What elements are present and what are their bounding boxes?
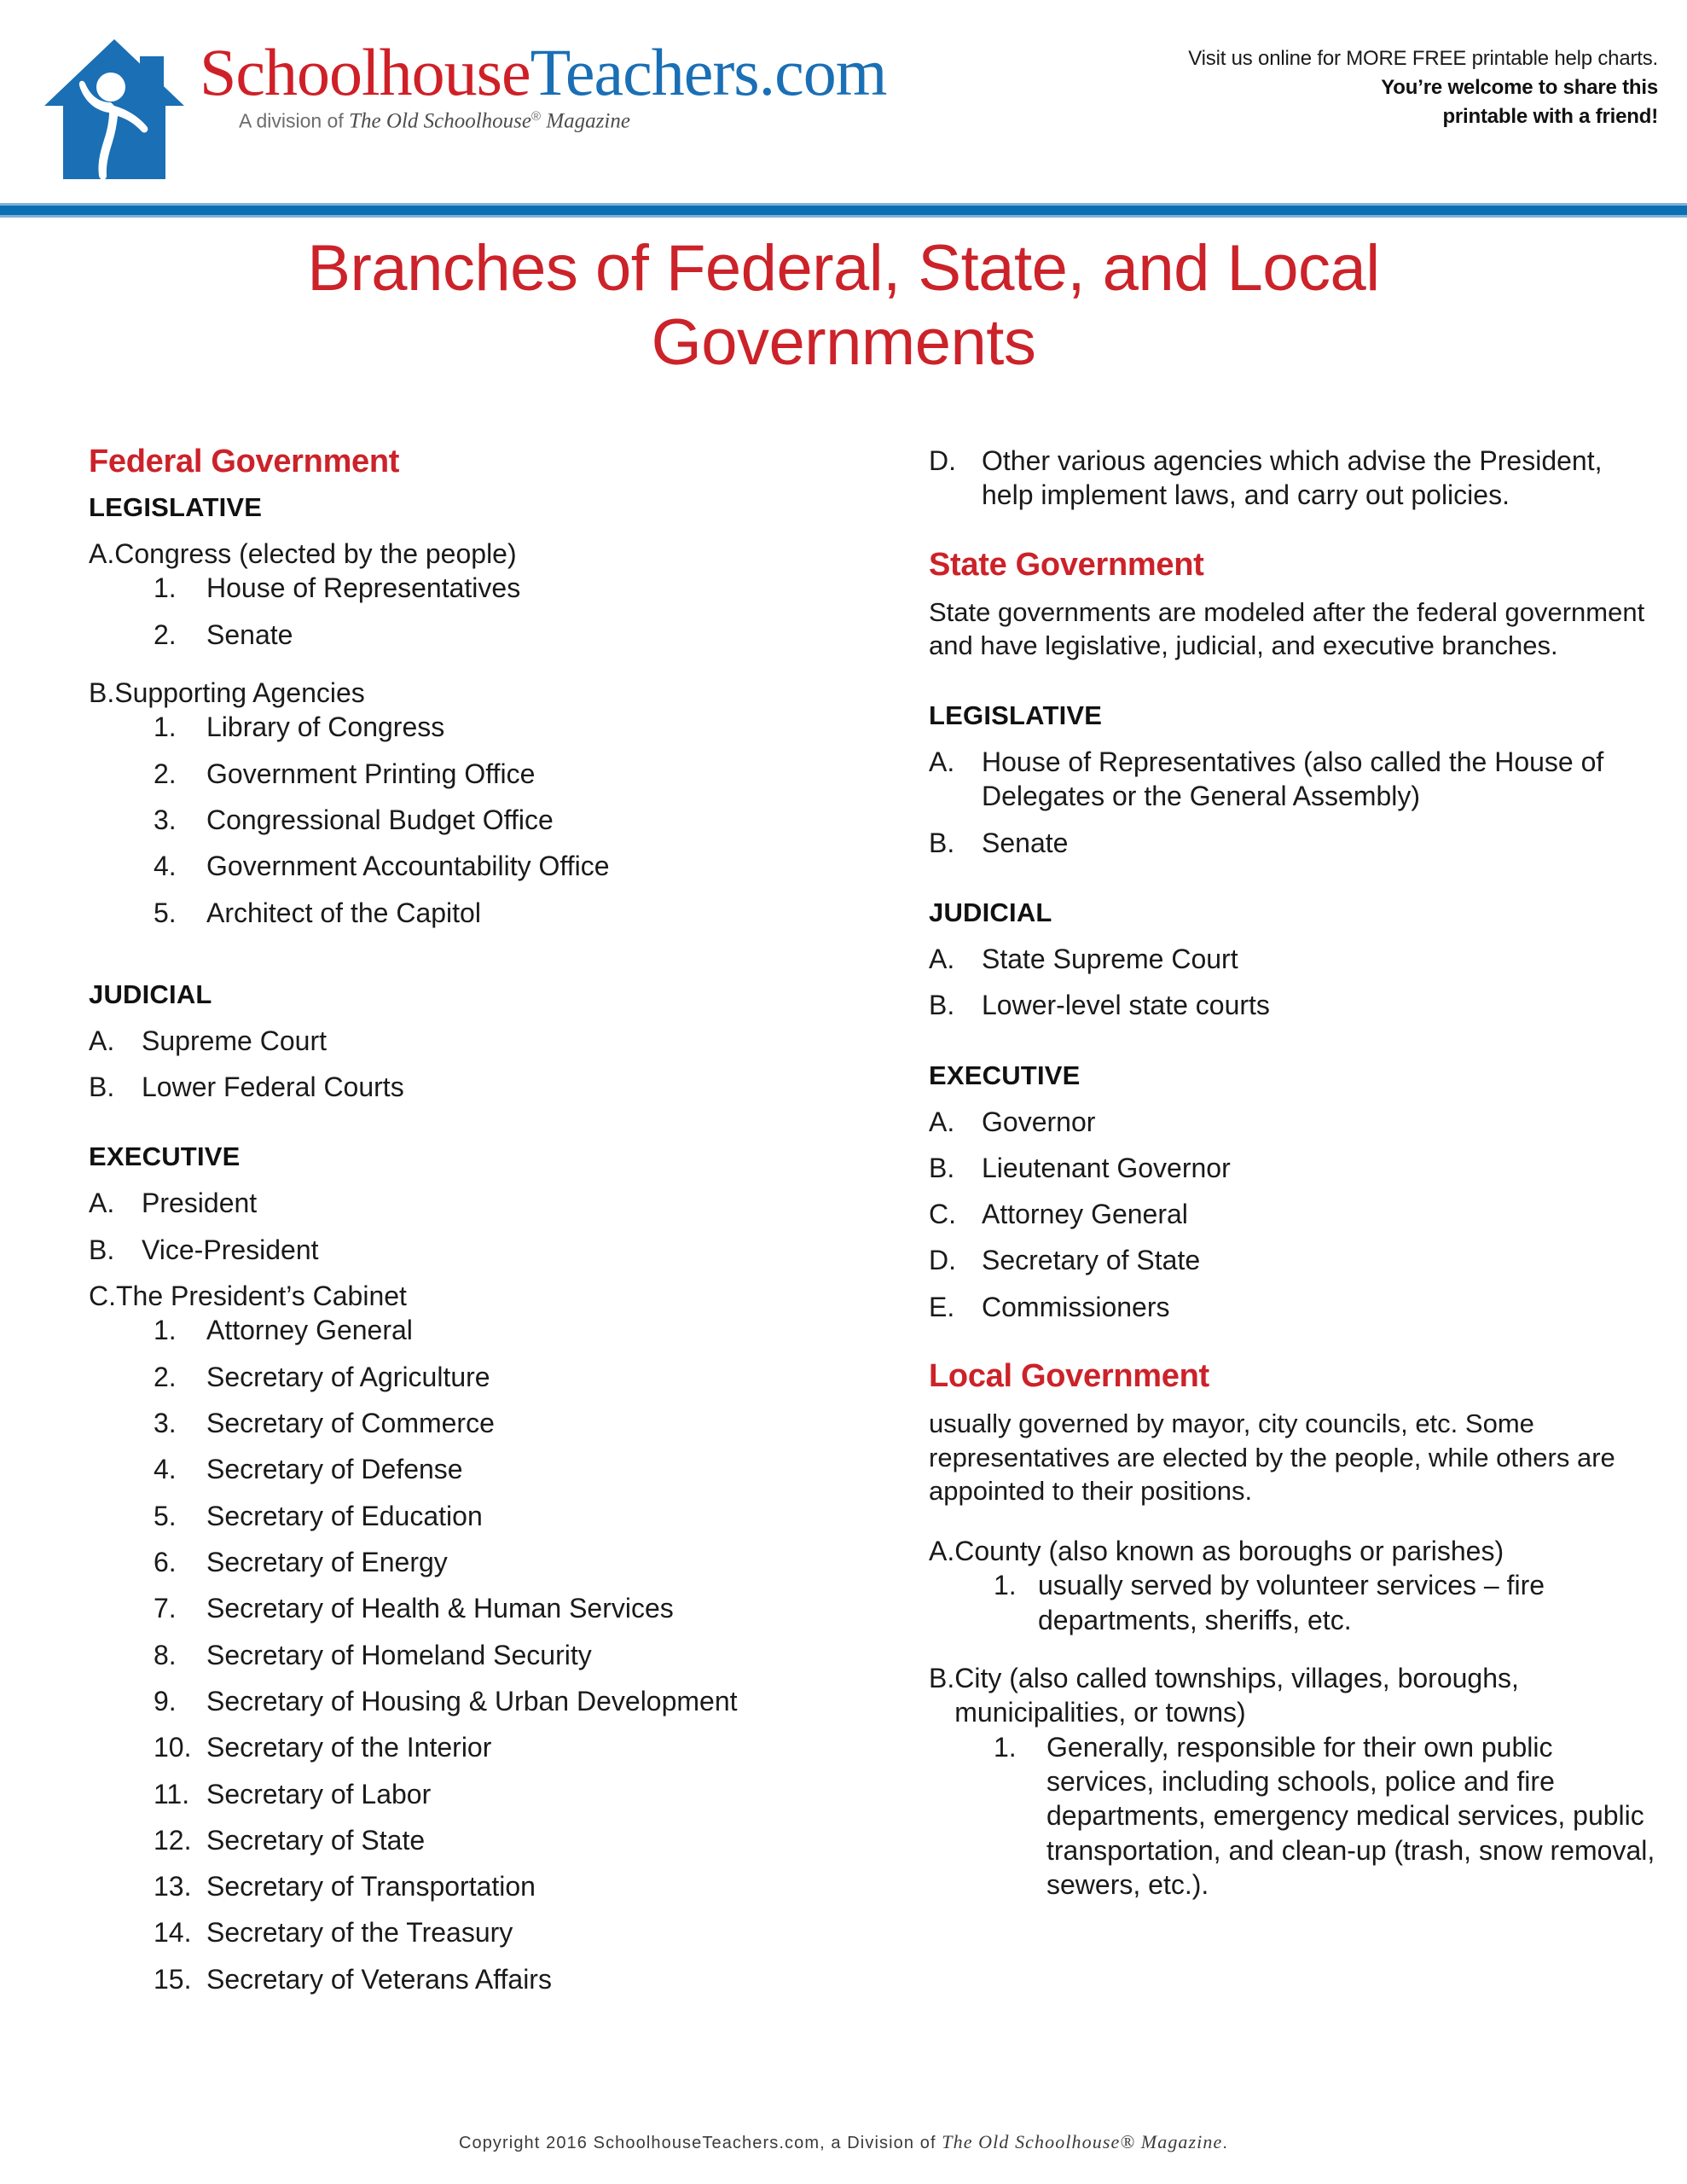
list-item <box>929 444 1658 513</box>
list-marker: 6. <box>154 1546 177 1577</box>
sublist <box>89 571 839 652</box>
list-item <box>89 1279 839 2008</box>
list-item-label: Secretary of Homeland Security <box>206 1639 592 1670</box>
list-item <box>154 896 839 930</box>
list-item-label: State Supreme Court <box>982 943 1238 974</box>
list-item <box>154 1452 839 1486</box>
brand-wordmark <box>200 35 887 134</box>
list-marker: 7. <box>154 1593 177 1624</box>
list-federal-judicial <box>89 1024 839 1105</box>
list-marker: C. <box>929 1199 956 1230</box>
list-marker: B. <box>929 1663 955 1694</box>
list-item <box>154 849 839 883</box>
list-marker: 8. <box>154 1639 177 1670</box>
heading-federal-judicial: JUDICIAL <box>89 979 212 1009</box>
heading-federal-government: Federal Government <box>89 444 400 479</box>
list-marker: 1. <box>154 1315 177 1346</box>
list-marker: 1. <box>994 1570 1017 1601</box>
list-marker: 1. <box>154 572 177 604</box>
list-item <box>154 1777 839 1811</box>
list-marker: B. <box>89 1234 115 1265</box>
list-marker: B. <box>929 827 955 858</box>
list-item-label: Secretary of Labor <box>206 1778 432 1809</box>
list-item <box>154 1591 839 1625</box>
list-item-label: President <box>142 1188 258 1219</box>
list-item-label: Secretary of the Treasury <box>206 1917 513 1949</box>
list-marker: 4. <box>154 851 177 882</box>
list-marker: 3. <box>154 1408 177 1438</box>
list-marker: 2. <box>154 619 177 650</box>
list-marker: D. <box>929 1245 956 1276</box>
list-item-label: Secretary of Veterans Affairs <box>206 1963 552 1995</box>
heading-federal-executive: EXECUTIVE <box>89 1141 241 1172</box>
list-item <box>929 988 1658 1022</box>
list-item-label: Secretary of Defense <box>206 1454 463 1485</box>
list-item-label: Senate <box>206 619 293 650</box>
tagline-title: The Old Schoolhouse <box>349 109 532 133</box>
list-item <box>154 618 839 652</box>
content-columns <box>0 444 1687 2020</box>
registered-mark-icon: ® <box>531 109 542 125</box>
list-marker: B. <box>89 1072 115 1103</box>
list-marker: 9. <box>154 1685 177 1716</box>
right-column <box>929 444 1658 2020</box>
brand-name-part2: Teachers.com <box>530 35 887 109</box>
left-column <box>89 444 839 2020</box>
list-item <box>154 1730 839 1764</box>
tagline-suffix: Magazine <box>541 109 630 133</box>
footer-copyright <box>0 2131 1687 2153</box>
schoolhouse-logo-icon <box>38 34 191 183</box>
list-item <box>994 1730 1658 1902</box>
list-item <box>994 1568 1658 1637</box>
list-item-label: Secretary of Health & Human Services <box>206 1593 674 1624</box>
list-state-executive <box>929 1105 1658 1325</box>
list-item <box>929 1661 1658 1914</box>
list-item-label: Congressional Budget Office <box>206 804 554 835</box>
list-item <box>929 1243 1658 1277</box>
list-item-label: Commissioners <box>982 1291 1170 1322</box>
local-government-intro: usually governed by mayor, city councils, etc. Some representatives are elected by the people, while others are appointed to their positions. <box>929 1409 1615 1507</box>
list-marker: 2. <box>154 1361 177 1392</box>
list-item <box>929 1290 1658 1324</box>
list-item-label: Secretary of State <box>206 1824 426 1856</box>
list-item <box>929 1534 1658 1649</box>
sublist <box>89 710 839 930</box>
list-item-label: Governor <box>982 1106 1096 1137</box>
list-marker: 12. <box>154 1824 192 1856</box>
list-item <box>929 1197 1658 1231</box>
list-marker: 14. <box>154 1917 192 1949</box>
tagline-prefix: A division of <box>239 109 350 132</box>
list-item-label: Architect of the Capitol <box>206 897 481 928</box>
list-marker: 1. <box>994 1731 1017 1763</box>
list-item <box>154 1313 839 1347</box>
list-item <box>154 1684 839 1718</box>
list-item <box>89 1186 839 1220</box>
state-government-intro: State governments are modeled after the federal government and have legislative, judicial, and executive branches. <box>929 596 1645 661</box>
list-marker: 5. <box>154 897 177 928</box>
list-marker: E. <box>929 1291 955 1322</box>
list-item <box>929 745 1658 814</box>
list-item-label: House of Representatives (also called the House of Delegates or the General Assembly) <box>982 746 1604 812</box>
list-item <box>154 757 839 791</box>
header-promo-note <box>1188 44 1658 131</box>
list-item-label: County (also known as boroughs or parishes) <box>954 1536 1504 1567</box>
list-marker: 1. <box>154 712 177 743</box>
brand-name-part1: Schoolhouse <box>200 35 530 109</box>
list-marker: 2. <box>154 758 177 789</box>
list-marker: B. <box>89 677 115 708</box>
sublist <box>929 1568 1658 1637</box>
list-marker: B. <box>929 1152 955 1183</box>
list-item <box>89 1070 839 1104</box>
list-item-label: Other various agencies which advise the President, help implement laws, and carry out policies. <box>982 445 1603 511</box>
list-marker: 5. <box>154 1500 177 1531</box>
list-marker: A. <box>929 746 955 777</box>
list-state-legislative <box>929 745 1658 860</box>
list-item <box>154 710 839 744</box>
list-marker: 10. <box>154 1732 192 1763</box>
list-item <box>929 1151 1658 1185</box>
promo-line-1: Visit us online for MORE FREE printable help charts. <box>1188 47 1658 70</box>
list-item <box>154 803 839 837</box>
list-state-judicial <box>929 942 1658 1023</box>
list-item <box>154 1360 839 1394</box>
list-item <box>89 1024 839 1058</box>
list-marker: A. <box>929 943 955 974</box>
promo-line-3: printable with a friend! <box>1442 105 1658 129</box>
list-item-label: Secretary of Commerce <box>206 1408 495 1438</box>
list-item <box>154 1915 839 1949</box>
list-item <box>89 676 839 942</box>
list-item <box>154 1406 839 1440</box>
list-item-label: Secretary of Energy <box>206 1546 448 1577</box>
list-item-label: Supreme Court <box>142 1025 327 1056</box>
list-item-label: Government Accountability Office <box>206 851 610 882</box>
header-rule-bottom-accent <box>0 215 1687 218</box>
list-item-label: Attorney General <box>982 1199 1188 1230</box>
list-item <box>154 571 839 605</box>
list-federal-executive <box>89 1186 839 2008</box>
list-item-label: Secretary of the Interior <box>206 1732 492 1763</box>
heading-federal-legislative: LEGISLATIVE <box>89 492 263 522</box>
copyright-magazine-title: The Old Schoolhouse® Magazine <box>942 2131 1223 2152</box>
sublist-cabinet <box>89 1313 839 1996</box>
heading-state-legislative: LEGISLATIVE <box>929 700 1103 730</box>
list-item-label: Secretary of State <box>982 1245 1201 1276</box>
list-marker: C. <box>89 1281 116 1312</box>
list-item <box>154 1545 839 1579</box>
list-item-label: Secretary of Education <box>206 1500 483 1531</box>
brand-logo[interactable] <box>38 26 886 183</box>
promo-line-2: You’re welcome to share this <box>1381 76 1658 100</box>
list-local-government <box>929 1534 1658 1914</box>
column-gutter <box>839 444 929 2020</box>
heading-state-judicial: JUDICIAL <box>929 897 1052 927</box>
copyright-suffix: . <box>1222 2134 1229 2152</box>
list-item <box>154 1638 839 1672</box>
list-marker: 4. <box>154 1454 177 1485</box>
list-marker: A. <box>89 1188 115 1219</box>
list-item-label: House of Representatives <box>206 572 521 604</box>
list-item-label: The President’s Cabinet <box>116 1281 407 1312</box>
list-marker: 3. <box>154 804 177 835</box>
list-marker: A. <box>929 1536 955 1567</box>
list-item <box>154 1962 839 1996</box>
list-marker: 11. <box>154 1778 190 1809</box>
list-federal-executive-continued <box>929 444 1658 513</box>
list-item-label: Library of Congress <box>206 712 445 743</box>
heading-state-government: State Government <box>929 546 1204 583</box>
list-marker: B. <box>929 990 955 1021</box>
copyright-prefix: Copyright 2016 SchoolhouseTeachers.com, a Division of <box>458 2134 942 2152</box>
list-marker: A. <box>89 538 115 569</box>
list-item-label: Lower Federal Courts <box>142 1072 404 1103</box>
list-marker: 13. <box>154 1871 192 1902</box>
list-item-label: Secretary of Agriculture <box>206 1361 490 1392</box>
list-marker: A. <box>89 1025 115 1056</box>
list-item-label: Vice-President <box>142 1234 319 1265</box>
list-item-label: Supporting Agencies <box>114 677 365 708</box>
heading-state-executive: EXECUTIVE <box>929 1060 1081 1090</box>
list-item-label: usually served by volunteer services – fire departments, sheriffs, etc. <box>1038 1570 1545 1635</box>
list-federal-legislative <box>89 537 839 942</box>
list-item-label: Senate <box>982 827 1069 858</box>
list-item <box>929 1105 1658 1139</box>
list-item <box>89 537 839 664</box>
brand-tagline <box>239 109 886 134</box>
sublist <box>929 1730 1658 1902</box>
list-marker: 15. <box>154 1963 192 1995</box>
page-title: Branches of Federal, State, and Local Governments <box>307 232 1380 379</box>
list-item-label: Congress (elected by the people) <box>114 538 517 569</box>
list-item-label: Secretary of Housing & Urban Development <box>206 1685 738 1716</box>
header-rule-blue <box>0 206 1687 215</box>
list-item-label: Government Printing Office <box>206 758 536 789</box>
list-item-label: Lieutenant Governor <box>982 1152 1231 1183</box>
list-item-label: Lower-level state courts <box>982 990 1270 1021</box>
heading-local-government: Local Government <box>929 1358 1209 1395</box>
list-item <box>154 1869 839 1903</box>
list-item <box>154 1823 839 1857</box>
list-item <box>929 826 1658 860</box>
list-item-label: Generally, responsible for their own public services, including schools, police and fire departments, emergency medical services, public transportation, and clean-up (trash, snow removal, sewers, etc.). <box>1046 1731 1655 1900</box>
list-item <box>929 942 1658 976</box>
list-item-label: City (also called townships, villages, boroughs, municipalities, or towns) <box>954 1663 1519 1728</box>
list-item <box>154 1499 839 1533</box>
page-header <box>0 0 1687 205</box>
list-item-label: Secretary of Transportation <box>206 1871 536 1902</box>
list-marker: D. <box>929 445 956 476</box>
list-item-label: Attorney General <box>206 1315 413 1346</box>
list-marker: A. <box>929 1106 955 1137</box>
list-item <box>89 1233 839 1267</box>
